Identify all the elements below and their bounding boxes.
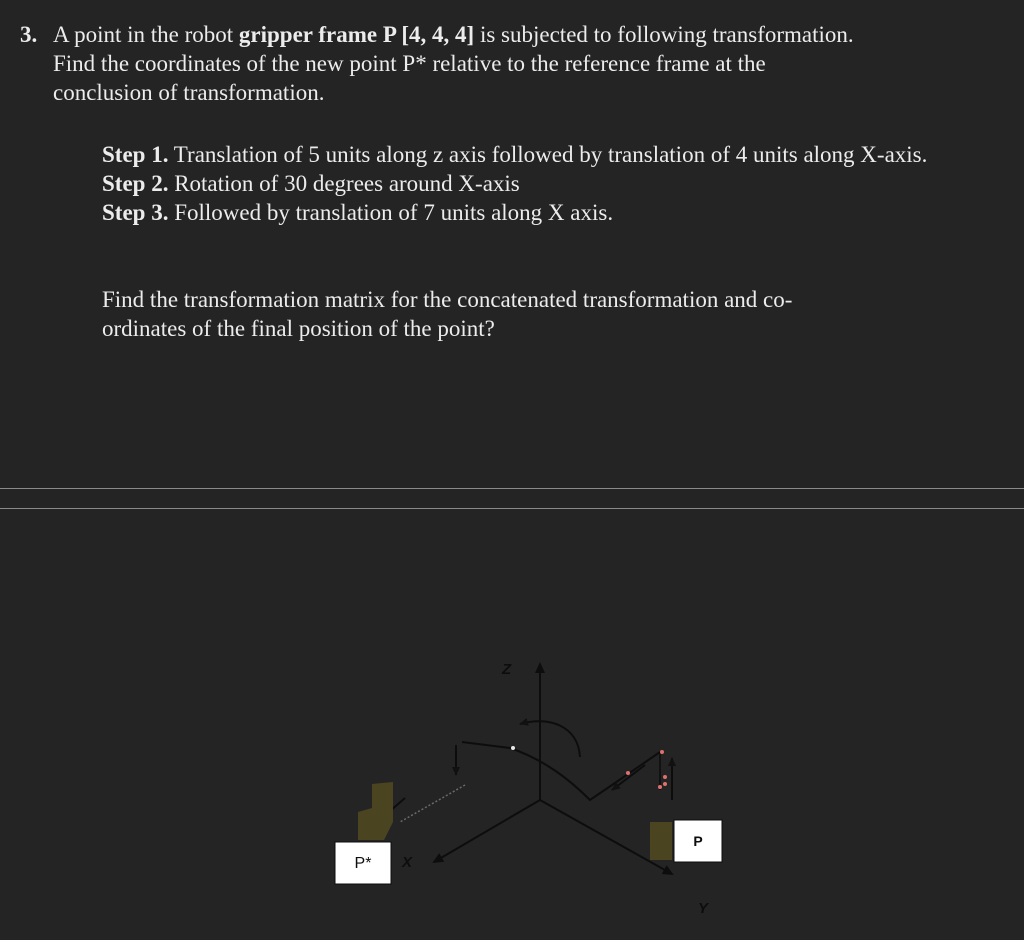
- question-text: [53, 20, 993, 107]
- x-axis-label: X: [402, 854, 413, 871]
- divider-bottom: [0, 508, 1024, 509]
- coordinate-diagram: [0, 520, 1024, 940]
- marker-dot: [626, 771, 630, 775]
- y-axis-label: Y: [698, 900, 709, 917]
- question-number: 3.: [20, 22, 38, 47]
- path-curve: [462, 742, 660, 800]
- question-line1-post: is subjected to following transformation.: [474, 22, 854, 47]
- z-axis-label: Z: [502, 661, 512, 678]
- step-2-label: Step 2.: [102, 171, 169, 196]
- marker-dot: [663, 775, 667, 779]
- question-line2: Find the coordinates of the new point P* relative to the reference frame at the: [53, 51, 766, 76]
- gripper-shape-left: [358, 782, 393, 840]
- step-3-label: Step 3.: [102, 200, 169, 225]
- marker-dot: [511, 746, 515, 750]
- step-2: [102, 169, 962, 198]
- find-instruction: [102, 285, 962, 343]
- step-1: [102, 140, 962, 169]
- p-direction-arrow: [612, 765, 645, 790]
- gripper-shape-right: [650, 822, 672, 860]
- p-label: P: [693, 833, 703, 849]
- question-line3: conclusion of transformation.: [53, 80, 325, 105]
- dotted-link: [400, 785, 465, 822]
- question-line1-bold: gripper frame P [4, 4, 4]: [238, 22, 475, 47]
- steps-list: [102, 140, 962, 227]
- x-axis: [434, 800, 540, 862]
- step-3-text: Followed by translation of 7 units along X axis.: [168, 200, 614, 225]
- marker-dot: [660, 750, 664, 754]
- find-line2: ordinates of the final position of the point?: [102, 316, 495, 341]
- step-1-text: Translation of 5 units along z axis followed by translation of 4 units along X-axis.: [168, 142, 928, 167]
- step-3: [102, 198, 962, 227]
- rotation-arc: [520, 721, 580, 757]
- divider-top: [0, 488, 1024, 489]
- find-line1: Find the transformation matrix for the concatenated transformation and co-: [102, 287, 793, 312]
- pstar-label: P*: [354, 855, 372, 872]
- step-1-label: Step 1.: [102, 142, 169, 167]
- marker-dot: [658, 785, 662, 789]
- step-2-text: Rotation of 30 degrees around X-axis: [168, 171, 520, 196]
- question-line1-pre: A point in the robot: [53, 22, 239, 47]
- marker-dot: [663, 782, 667, 786]
